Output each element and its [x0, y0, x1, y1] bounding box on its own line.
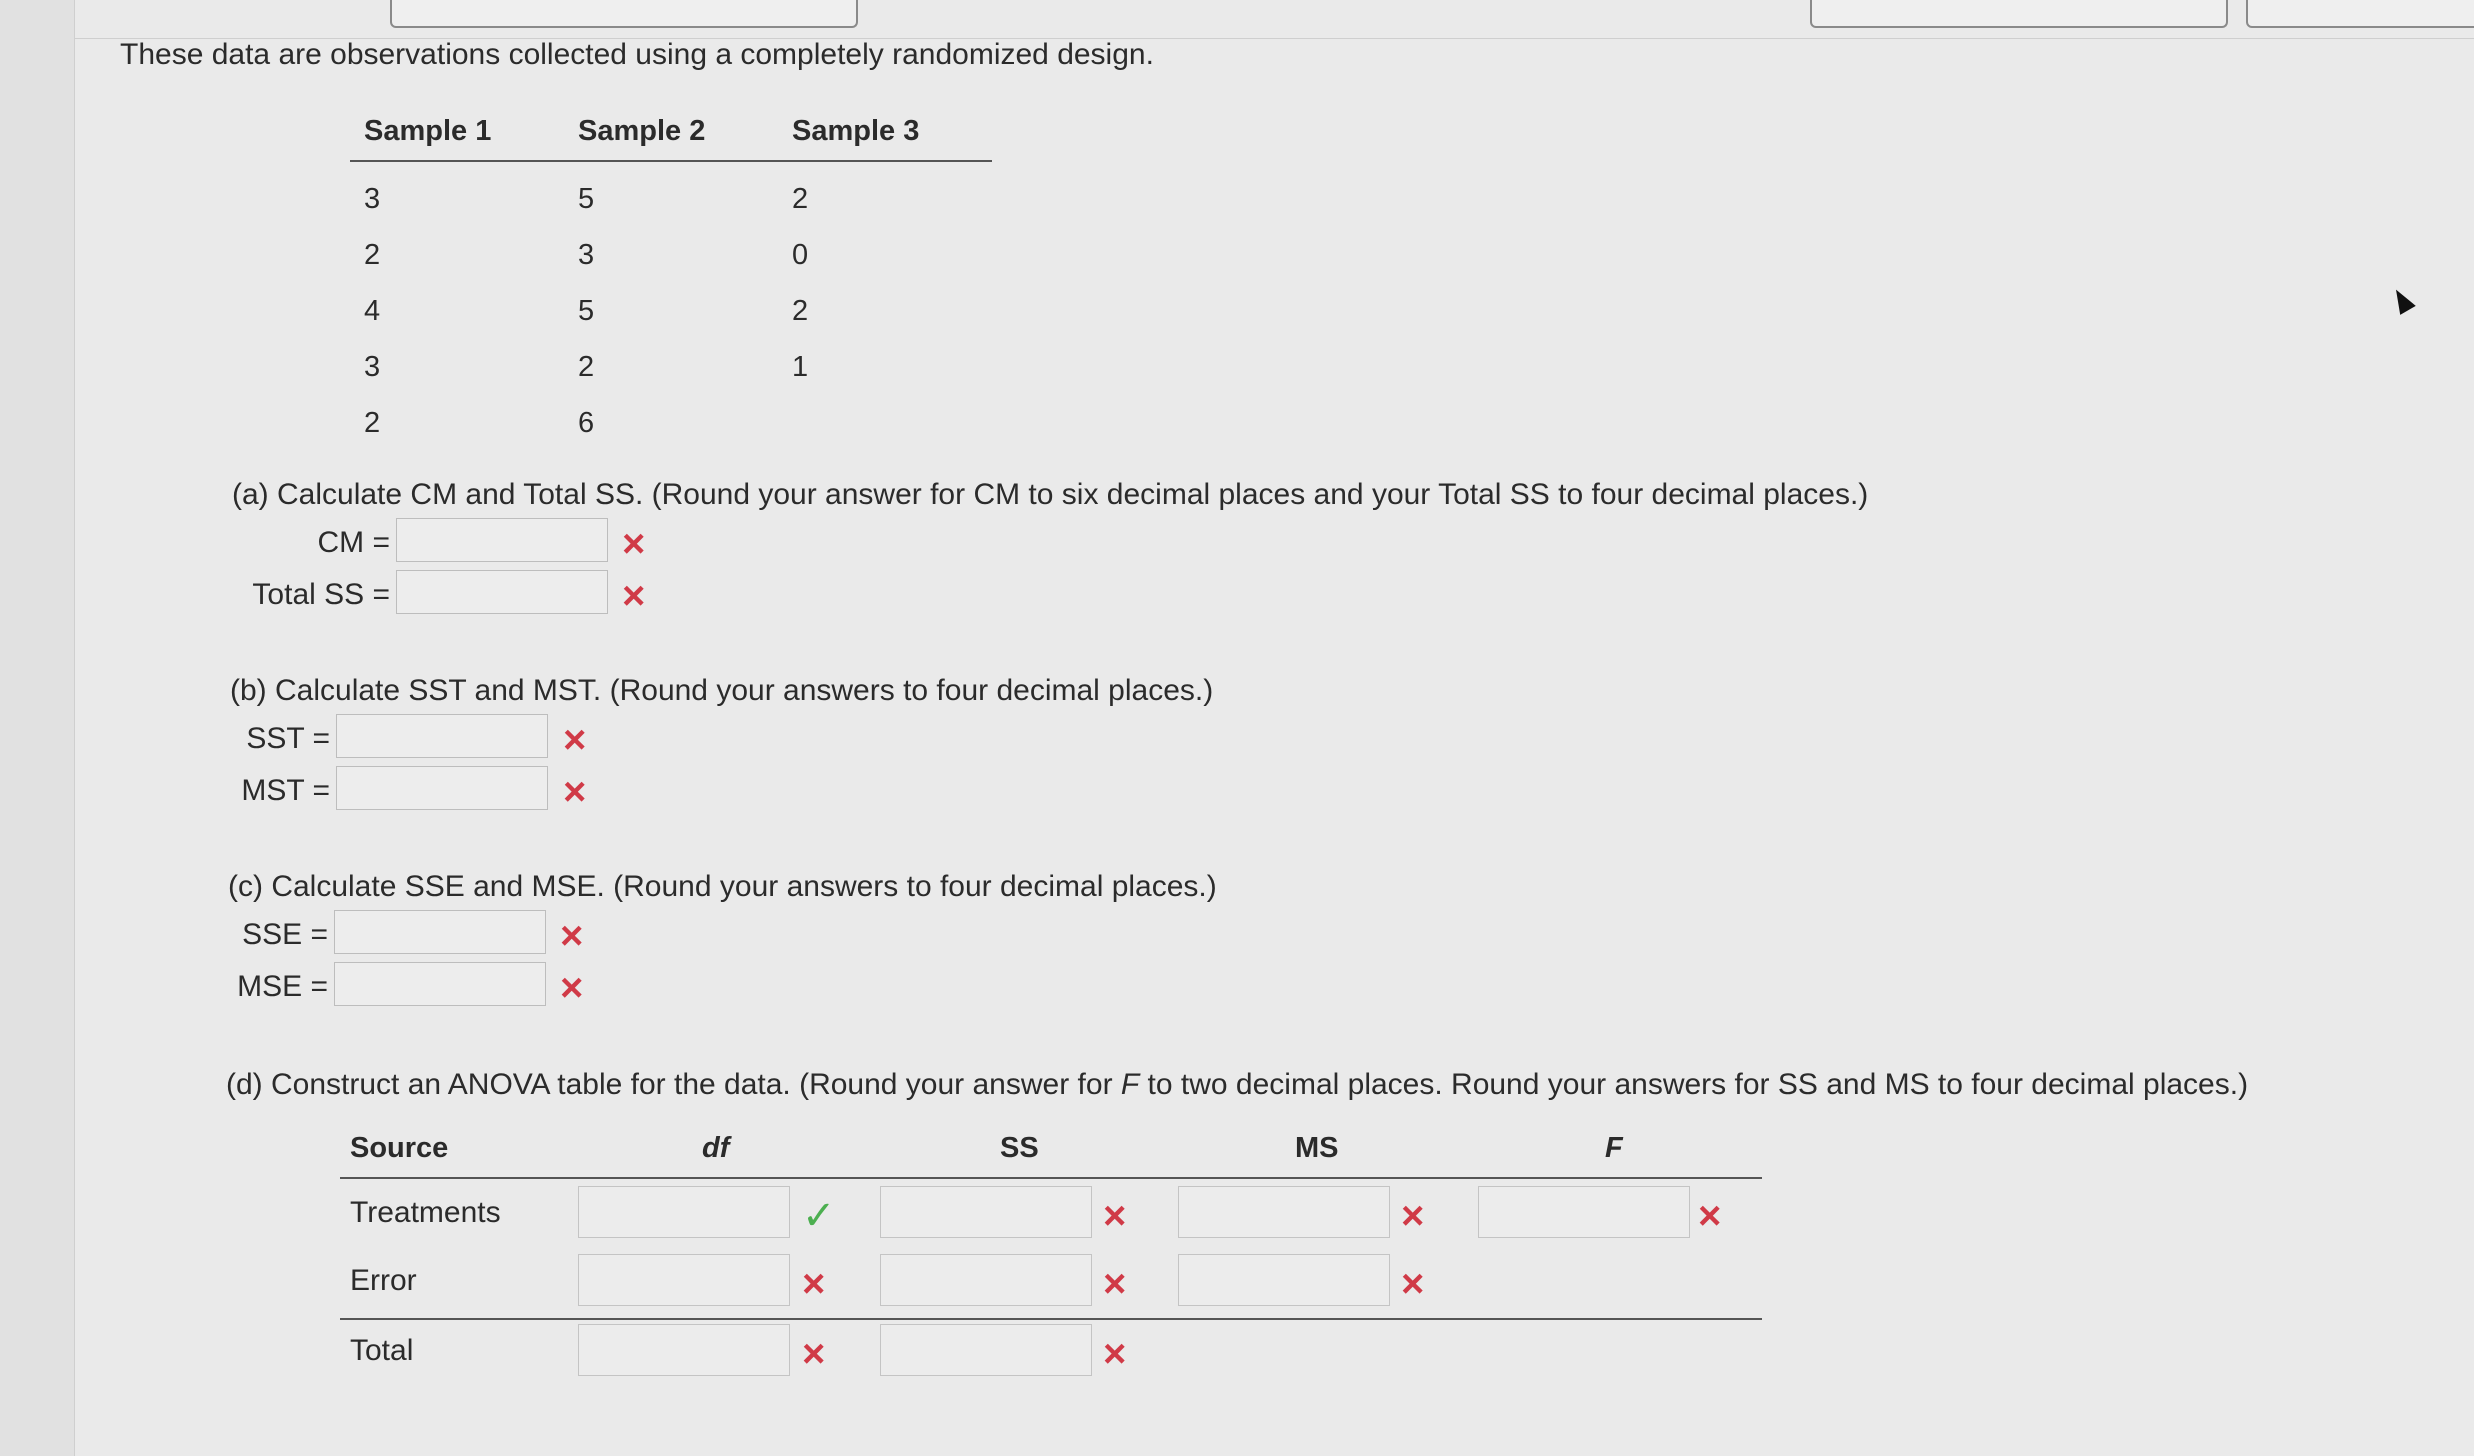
table-cell: 2 [364, 238, 381, 271]
sample-1-header: Sample 1 [350, 115, 564, 161]
sse-label: SSE = [242, 918, 328, 951]
table-cell: 1 [792, 350, 809, 383]
wrong-icon: × [622, 574, 646, 618]
part-d-question-f: F [1120, 1068, 1140, 1101]
treatments-ms-input[interactable] [1178, 1186, 1390, 1238]
error-ss-input[interactable] [880, 1254, 1092, 1306]
part-a-question: (a) Calculate CM and Total SS. (Round your answer for CM to six decimal places and your Total SS to four decimal places.) [232, 478, 1869, 511]
table-cell: 3 [364, 182, 381, 215]
treatments-f-input[interactable] [1478, 1186, 1690, 1238]
sst-label: SST = [246, 722, 330, 755]
sample-data-table [350, 115, 992, 442]
treatments-df-input[interactable] [578, 1186, 790, 1238]
top-button-1[interactable] [390, 0, 858, 28]
cm-input[interactable] [396, 518, 608, 562]
mst-label: MST = [241, 774, 330, 807]
table-row [350, 161, 992, 218]
total-divider [340, 1318, 1762, 1320]
part-c-question: (c) Calculate SSE and MSE. (Round your answers to four decimal places.) [228, 870, 1217, 903]
error-df-input[interactable] [578, 1254, 790, 1306]
table-row [350, 218, 992, 274]
f-header: F [1605, 1132, 1623, 1164]
sample-2-header: Sample 2 [564, 115, 778, 161]
total-label: Total [350, 1334, 414, 1367]
wrong-icon: × [1401, 1262, 1425, 1306]
top-button-2[interactable] [1810, 0, 2228, 28]
wrong-icon: × [802, 1262, 826, 1306]
top-button-3[interactable] [2246, 0, 2474, 28]
table-cell: 5 [578, 294, 595, 327]
cm-label: CM = [317, 526, 390, 559]
error-ms-input[interactable] [1178, 1254, 1390, 1306]
total-ss-input[interactable] [396, 570, 608, 614]
df-header: df [702, 1132, 730, 1164]
table-row [350, 386, 992, 442]
wrong-icon: × [563, 770, 587, 814]
sse-input[interactable] [334, 910, 546, 954]
table-cell: 0 [792, 238, 809, 271]
mse-input[interactable] [334, 962, 546, 1006]
wrong-icon: × [1103, 1194, 1127, 1238]
table-cell: 4 [364, 294, 381, 327]
total-df-input[interactable] [578, 1324, 790, 1376]
mse-label: MSE = [237, 970, 328, 1003]
table-cell: 2 [364, 406, 381, 439]
wrong-icon: × [1698, 1194, 1722, 1238]
treatments-label: Treatments [350, 1196, 501, 1229]
wrong-icon: × [1103, 1262, 1127, 1306]
wrong-icon: × [622, 522, 646, 566]
wrong-icon: × [802, 1332, 826, 1376]
table-cell: 3 [578, 238, 595, 271]
source-header: Source [350, 1132, 449, 1164]
part-d-question-start: (d) Construct an ANOVA table for the data. (Round your answer for [226, 1068, 1121, 1101]
total-ss-label: Total SS = [252, 578, 390, 611]
table-cell: 6 [578, 406, 595, 439]
treatments-ss-input[interactable] [880, 1186, 1092, 1238]
error-label: Error [350, 1264, 417, 1297]
sst-input[interactable] [336, 714, 548, 758]
total-ss-table-input[interactable] [880, 1324, 1092, 1376]
wrong-icon: × [560, 914, 584, 958]
header-divider [340, 1177, 1762, 1179]
correct-icon: ✓ [802, 1194, 836, 1238]
wrong-icon: × [560, 966, 584, 1010]
table-row [350, 274, 992, 330]
intro-text: These data are observations collected using a completely randomized design. [120, 38, 1154, 71]
left-strip [0, 0, 75, 1456]
ss-header: SS [1000, 1132, 1039, 1164]
wrong-icon: × [563, 718, 587, 762]
part-b-question: (b) Calculate SST and MST. (Round your answers to four decimal places.) [230, 674, 1214, 707]
mouse-cursor-icon [2388, 285, 2416, 315]
mst-input[interactable] [336, 766, 548, 810]
table-cell: 2 [792, 182, 809, 215]
table-row [350, 330, 992, 386]
part-d-question-end: to two decimal places. Round your answers for SS and MS to four decimal places.) [1139, 1068, 2249, 1101]
part-d-question [226, 1068, 2248, 1102]
table-cell: 2 [578, 350, 595, 383]
table-cell: 5 [578, 182, 595, 215]
sample-3-header: Sample 3 [778, 115, 992, 161]
wrong-icon: × [1103, 1332, 1127, 1376]
ms-header: MS [1295, 1132, 1339, 1164]
table-cell: 2 [792, 294, 809, 327]
table-cell: 3 [364, 350, 381, 383]
wrong-icon: × [1401, 1194, 1425, 1238]
table-cell [778, 386, 992, 442]
